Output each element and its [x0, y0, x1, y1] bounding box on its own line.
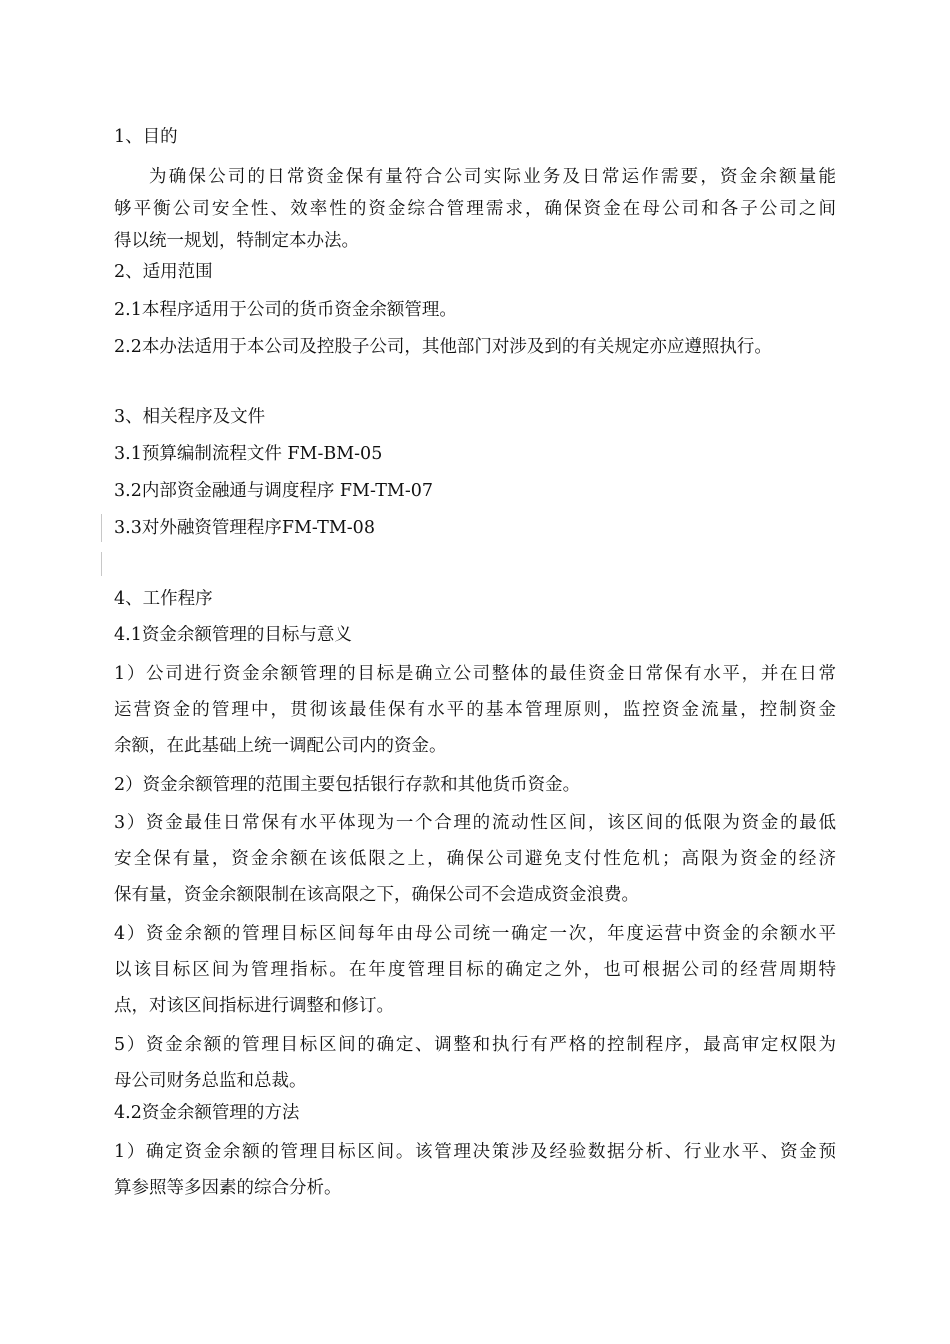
- section-4-2-item-1: [114, 1138, 836, 1210]
- paragraph-line: 保有量，资金余额限制在该高限之下，确保公司不会造成资金浪费。: [114, 885, 639, 905]
- paragraph-line: 安全保有量，资金余额在该低限之上，确保公司避免支付性危机；高限为资金的经济: [114, 849, 836, 869]
- section-4-sub-1: 4.1资金余额管理的目标与意义: [114, 625, 352, 645]
- paragraph-line: 5）资金余额的管理目标区间的确定、调整和执行有严格的控制程序，最高审定权限为: [114, 1035, 836, 1055]
- paragraph-line: 3）资金最佳日常保有水平体现为一个合理的流动性区间，该区间的低限为资金的最低: [114, 813, 836, 833]
- paragraph-line: 以该目标区间为管理指标。在年度管理目标的确定之外，也可根据公司的经营周期特: [114, 960, 836, 980]
- paragraph-line: 1）确定资金余额的管理目标区间。该管理决策涉及经验数据分析、行业水平、资金预: [114, 1142, 836, 1162]
- paragraph-line: 算参照等多因素的综合分析。: [114, 1178, 342, 1198]
- paragraph-line: 运营资金的管理中，贯彻该最佳保有水平的基本管理原则，监控资金流量，控制资金: [114, 700, 836, 720]
- section-3-item-3: 3.3对外融资管理程序FM-TM-08: [114, 518, 375, 538]
- section-4-item-1: [114, 660, 836, 768]
- section-2-heading: 2、适用范围: [114, 262, 213, 282]
- section-3-item-2: 3.2内部资金融通与调度程序 FM-TM-07: [114, 481, 434, 501]
- paragraph-line: 为确保公司的日常资金保有量符合公司实际业务及日常运作需要，资金余额量能: [149, 167, 836, 187]
- section-4-item-2: [114, 771, 836, 807]
- section-4-heading: 4、工作程序: [114, 589, 213, 609]
- revision-marker: [101, 552, 102, 576]
- section-3-item-1: 3.1预算编制流程文件 FM-BM-05: [114, 444, 383, 464]
- revision-marker: [101, 514, 102, 542]
- section-4-sub-2: 4.2资金余额管理的方法: [114, 1103, 300, 1123]
- section-1-heading: 1、目的: [114, 127, 178, 147]
- section-4-item-3: [114, 809, 836, 917]
- paragraph-line: 余额，在此基础上统一调配公司内的资金。: [114, 736, 447, 756]
- section-1-paragraph: [114, 163, 836, 259]
- paragraph-line: 得以统一规划，特制定本办法。: [114, 231, 359, 251]
- section-4-item-5: [114, 1031, 836, 1103]
- paragraph-line: 4）资金余额的管理目标区间每年由母公司统一确定一次，年度运营中资金的余额水平: [114, 924, 836, 944]
- section-4-item-4: [114, 920, 836, 1028]
- paragraph-line: 点，对该区间指标进行调整和修订。: [114, 996, 394, 1016]
- section-3-heading: 3、相关程序及文件: [114, 407, 266, 427]
- paragraph-line: 1）公司进行资金余额管理的目标是确立公司整体的最佳资金日常保有水平，并在日常: [114, 664, 836, 684]
- section-2-item-2: 2.2本办法适用于本公司及控股子公司，其他部门对涉及到的有关规定亦应遵照执行。: [114, 337, 772, 357]
- section-2-item-1: 2.1本程序适用于公司的货币资金余额管理。: [114, 300, 457, 320]
- paragraph-line: 2）资金余额管理的范围主要包括银行存款和其他货币资金。: [114, 775, 581, 795]
- paragraph-line: 够平衡公司安全性、效率性的资金综合管理需求，确保资金在母公司和各子公司之间: [114, 199, 836, 219]
- paragraph-line: 母公司财务总监和总裁。: [114, 1071, 307, 1091]
